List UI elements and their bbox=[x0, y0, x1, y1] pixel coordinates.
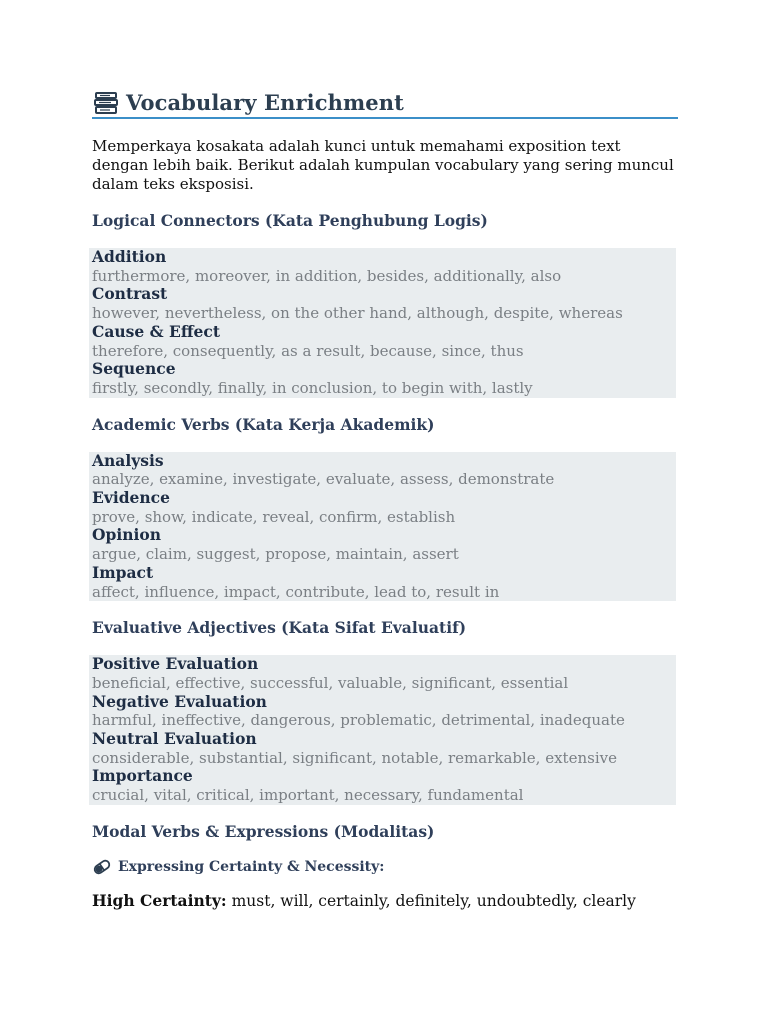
section-heading-academic-verbs: Academic Verbs (Kata Kerja Akademik) bbox=[92, 414, 435, 434]
intro-paragraph: Memperkaya kosakata adalah kunci untuk memahami exposition text dengan lebih baik. Berikut adalah kumpulan vocabulary yang sering muncul dalam teks eksposisi. bbox=[92, 137, 674, 193]
category-name: Sequence bbox=[92, 359, 176, 379]
category-words: furthermore, moreover, in addition, besides, additionally, also bbox=[92, 266, 562, 285]
category-words: beneficial, effective, successful, valuable, significant, essential bbox=[92, 673, 569, 692]
category-name: Addition bbox=[92, 247, 167, 266]
pill-icon bbox=[92, 858, 112, 876]
category-name: Neutral Evaluation bbox=[92, 729, 257, 749]
category-words: considerable, substantial, significant, notable, remarkable, extensive bbox=[92, 748, 617, 767]
title-row bbox=[92, 90, 678, 119]
category-words: harmful, ineffective, dangerous, problematic, detrimental, inadequate bbox=[92, 711, 625, 730]
vocab-box-academic-verbs bbox=[89, 452, 676, 602]
category-words: therefore, consequently, as a result, because, since, thus bbox=[92, 341, 524, 360]
category-name: Opinion bbox=[92, 525, 161, 545]
category-words: however, nevertheless, on the other hand, although, despite, whereas bbox=[92, 304, 623, 323]
category-words: analyze, examine, investigate, evaluate, assess, demonstrate bbox=[92, 470, 555, 489]
category-name: Impact bbox=[92, 562, 154, 582]
high-certainty-line bbox=[92, 891, 678, 911]
document-page bbox=[92, 90, 678, 911]
category-words: firstly, secondly, finally, in conclusion, to begin with, lastly bbox=[92, 378, 533, 397]
certainty-label: High Certainty: bbox=[92, 890, 227, 910]
category-words: affect, influence, impact, contribute, lead to, result in bbox=[92, 582, 500, 601]
category-words: argue, claim, suggest, propose, maintain, assert bbox=[92, 545, 459, 564]
page-title: Vocabulary Enrichment bbox=[126, 90, 404, 115]
books-icon bbox=[92, 91, 120, 115]
section-heading-modal-verbs: Modal Verbs & Expressions (Modalitas) bbox=[92, 821, 435, 841]
vocab-box-evaluative-adjectives bbox=[89, 655, 676, 805]
certainty-subheading bbox=[92, 856, 678, 878]
category-name: Cause & Effect bbox=[92, 321, 221, 341]
category-name: Negative Evaluation bbox=[92, 691, 267, 711]
category-name: Contrast bbox=[92, 284, 168, 304]
category-words: prove, show, indicate, reveal, confirm, establish bbox=[92, 507, 456, 526]
subheading-text: Expressing Certainty & Necessity: bbox=[118, 858, 385, 875]
category-words: crucial, vital, critical, important, necessary, fundamental bbox=[92, 786, 524, 805]
category-name: Positive Evaluation bbox=[92, 654, 259, 674]
section-heading-evaluative-adjectives: Evaluative Adjectives (Kata Sifat Evaluatif) bbox=[92, 618, 467, 638]
vocab-box-logical-connectors bbox=[89, 248, 676, 398]
category-name: Analysis bbox=[92, 450, 164, 470]
category-name: Importance bbox=[92, 766, 193, 786]
category-name: Evidence bbox=[92, 488, 170, 508]
section-heading-logical-connectors: Logical Connectors (Kata Penghubung Logis) bbox=[92, 211, 488, 230]
certainty-words: must, will, certainly, definitely, undoubtedly, clearly bbox=[226, 891, 636, 910]
